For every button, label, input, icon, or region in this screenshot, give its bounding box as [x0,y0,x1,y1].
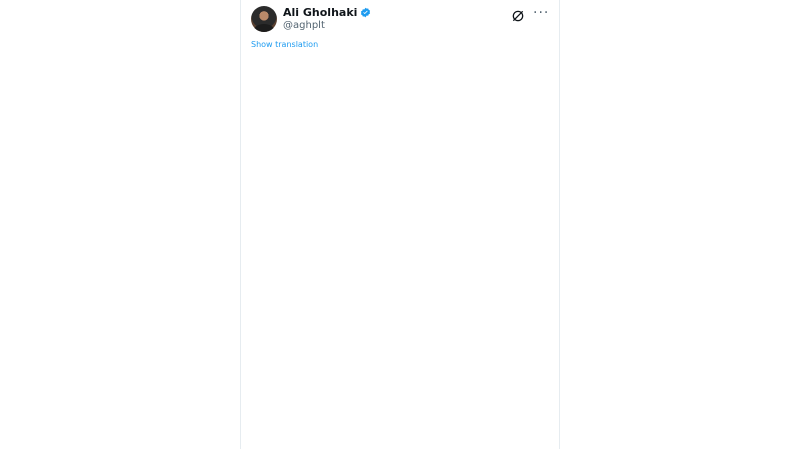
author-name-row [283,6,371,19]
display-name[interactable]: Ali Gholhaki [283,6,358,19]
page-background-right [560,0,800,449]
avatar-figure [254,24,274,32]
page-background-left [0,0,240,449]
author-handle[interactable]: @aghplt [283,20,325,31]
tweet-header [241,0,559,38]
more-horizontal-icon[interactable]: ··· [533,5,550,21]
tweet-card [240,0,560,449]
avatar[interactable] [251,6,277,32]
grok-slash-icon[interactable] [511,9,525,23]
tweet-body [241,52,559,56]
show-translation-link[interactable]: Show translation [251,40,319,49]
verified-badge-icon [360,7,371,18]
author-block [283,6,371,32]
